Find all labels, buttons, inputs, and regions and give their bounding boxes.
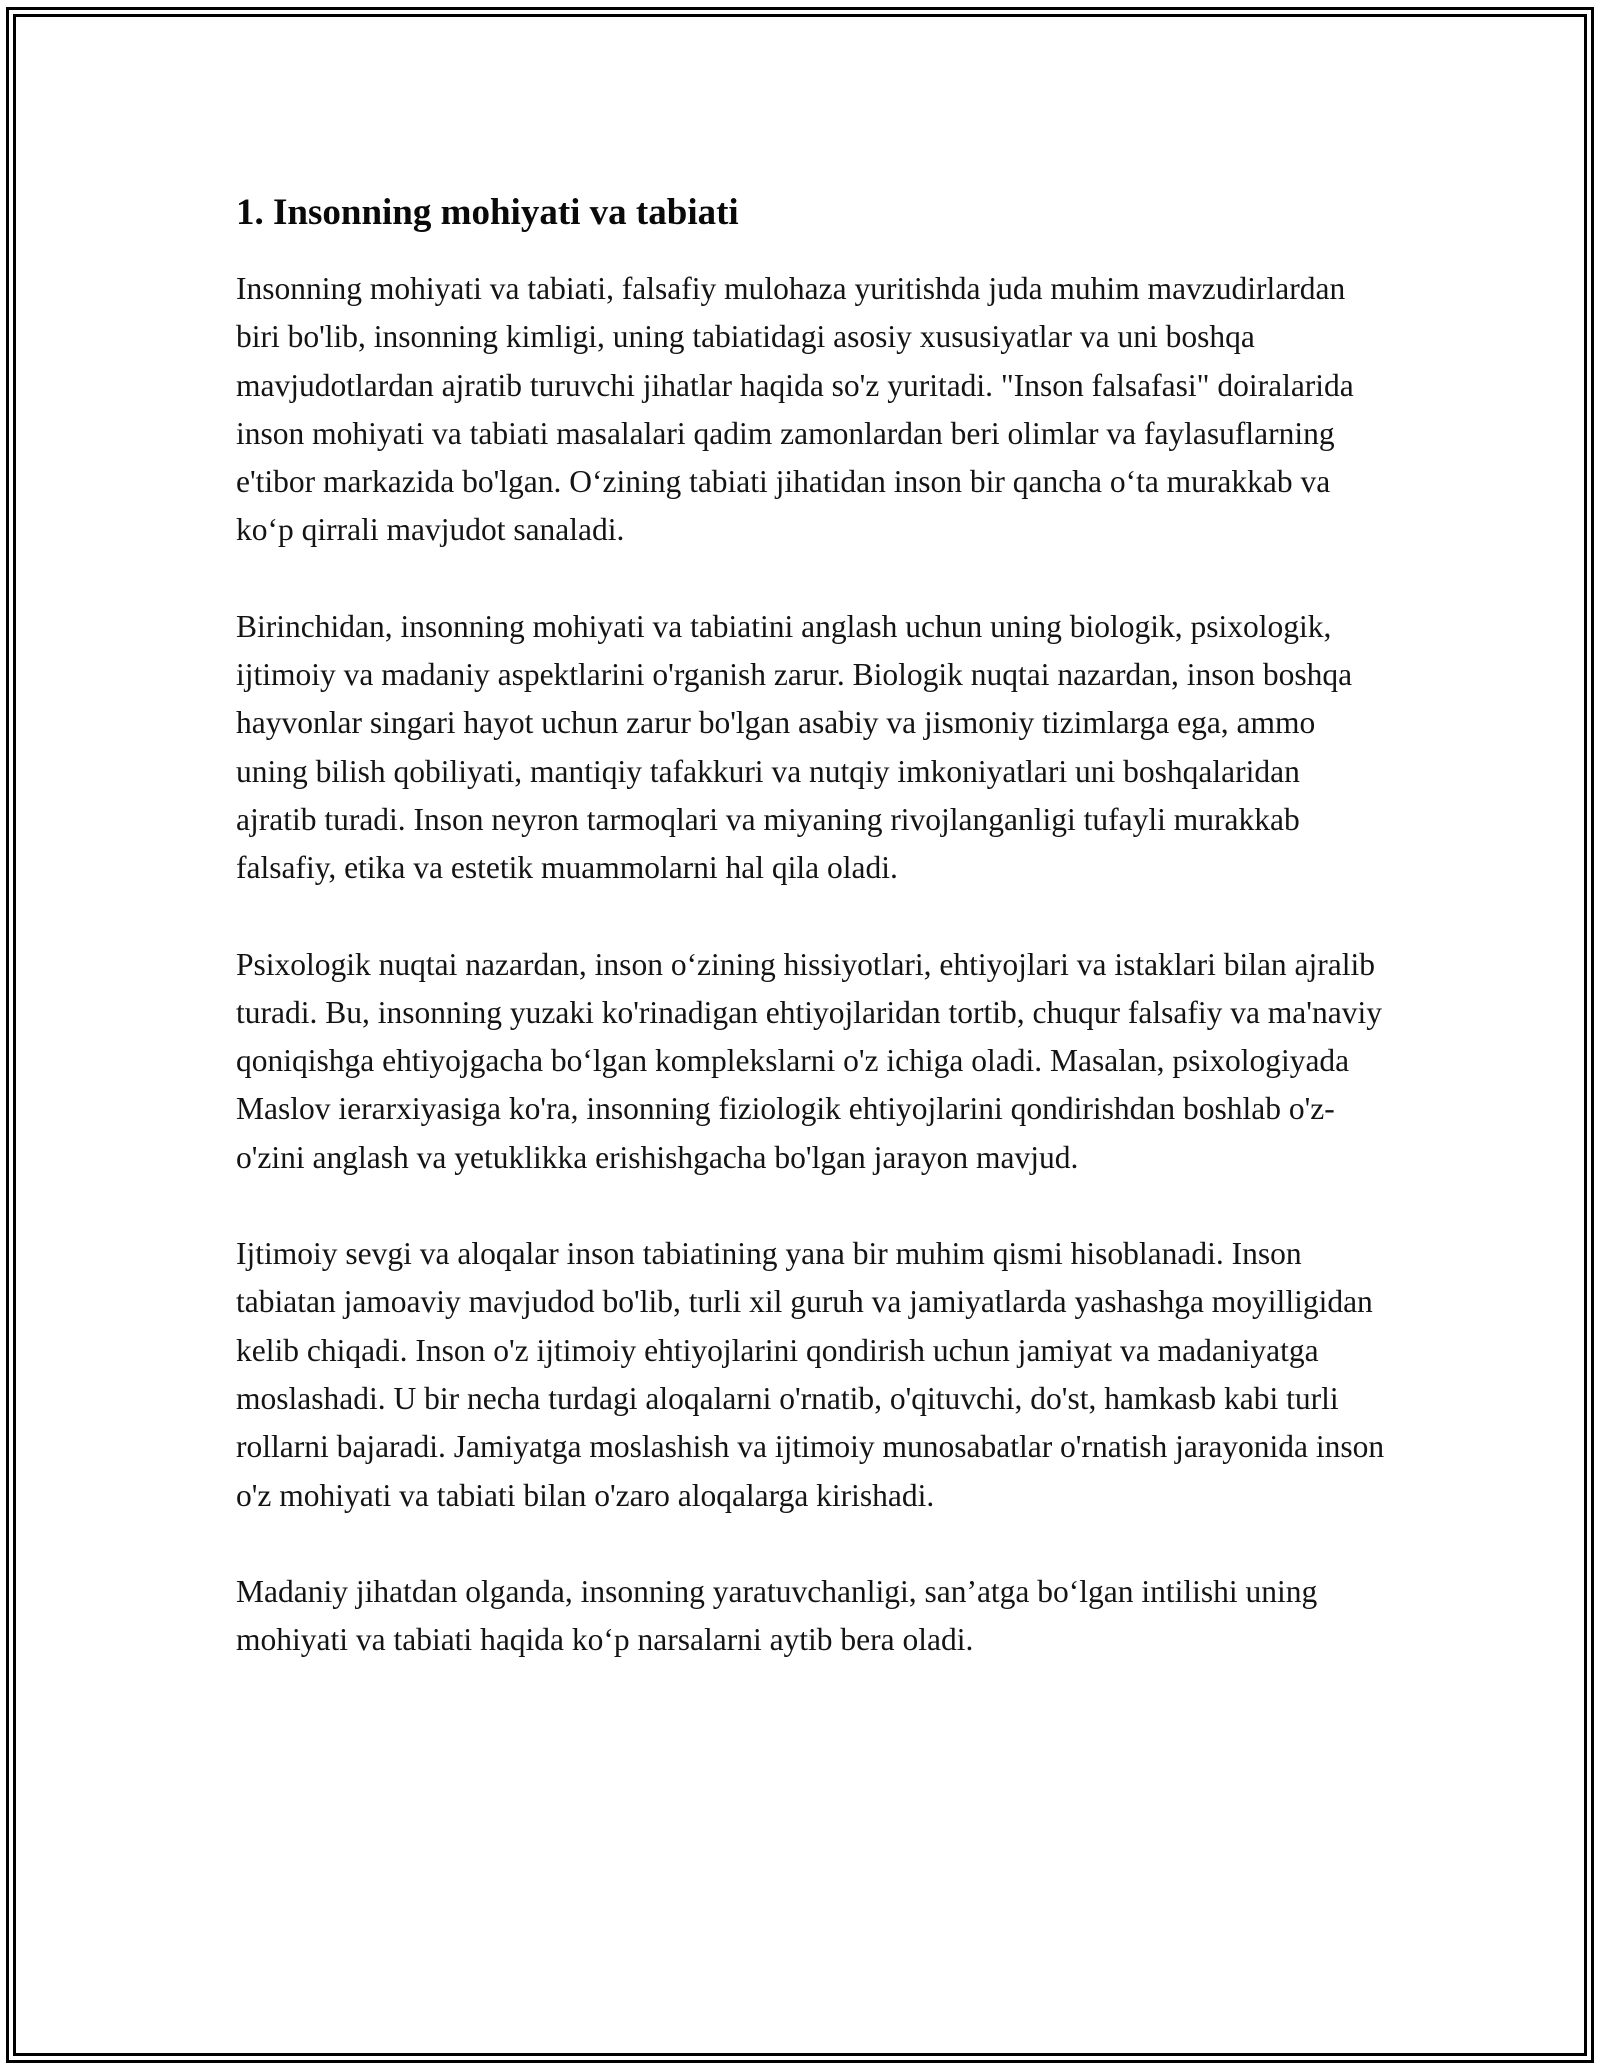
paragraph-1: Insonning mohiyati va tabiati, falsafiy mulohaza yuritishda juda muhim mavzudirlardan biri bo'lib, insonning kimligi, uning tabiatidagi asosiy xususiyatlar va uni boshqa mavjudotlardan ajratib turuvchi jihatlar haqida so'z yuritadi. "Inson falsafasi" doiralarida inson mohiyati va tabiati masalalari qadim zamonlardan beri olimlar va faylasuflarning e'tibor markazida bo'lgan. O‘zining tabiati jihatidan inson bir qancha o‘ta murakkab va ko‘p qirrali mavjudot sanaladi.: [236, 271, 1354, 548]
paragraph-4: Ijtimoiy sevgi va aloqalar inson tabiatining yana bir muhim qismi hisoblanadi. Inson tabiatan jamoaviy mavjudod bo'lib, turli xil guruh va jamiyatlarda yashashga moyilligidan kelib chiqadi. Inson o'z ijtimoiy ehtiyojlarini qondirish uchun jamiyat va madaniyatga moslashadi. U bir necha turdagi aloqalarni o'rnatib, o'qituvchi, do'st, hamkasb kabi turli rollarni bajaradi. Jamiyatga moslashish va ijtimoiy munosabatlar o'rnatish jarayonida inson o'z mohiyati va tabiati bilan o'zaro aloqalarga kirishadi.: [236, 1236, 1385, 1513]
section-heading: 1. Insonning mohiyati va tabiati: [236, 192, 739, 233]
paragraph-2: Birinchidan, insonning mohiyati va tabiatini anglash uchun uning biologik, psixologik, ijtimoiy va madaniy aspektlarini o'rganish zarur. Biologik nuqtai nazardan, inson boshqa hayvonlar singari hayot uchun zarur bo'lgan asabiy va jismoniy tizimlarga ega, ammo uning bilish qobiliyati, mantiqiy tafakkuri va nutqiy imkoniyatlari uni boshqalaridan ajratib turadi. Inson neyron tarmoqlari va miyaning rivojlanganligi tufayli murakkab falsafiy, etika va estetik muammolarni hal qila oladi.: [236, 608, 1353, 886]
document-body: [236, 188, 1386, 1664]
paragraph-5: Madaniy jihatdan olganda, insonning yaratuvchanligi, san’atga bo‘lgan intilishi uning mohiyati va tabiati haqida ko‘p narsalarni aytib bera oladi.: [236, 1573, 1318, 1658]
paragraph-3: Psixologik nuqtai nazardan, inson o‘zining hissiyotlari, ehtiyojlari va istaklari bilan ajralib turadi. Bu, insonning yuzaki ko'rinadigan ehtiyojlaridan tortib, chuqur falsafiy va ma'naviy qoniqishga ehtiyojgacha bo‘lgan komplekslarni o'z ichiga oladi. Masalan, psixologiyada Maslov ierarxiyasiga ko'ra, insonning fiziologik ehtiyojlarini qondirishdan boshlab o'z-o'zini anglash va yetuklikka erishishgacha bo'lgan jarayon mavjud.: [236, 946, 1382, 1175]
